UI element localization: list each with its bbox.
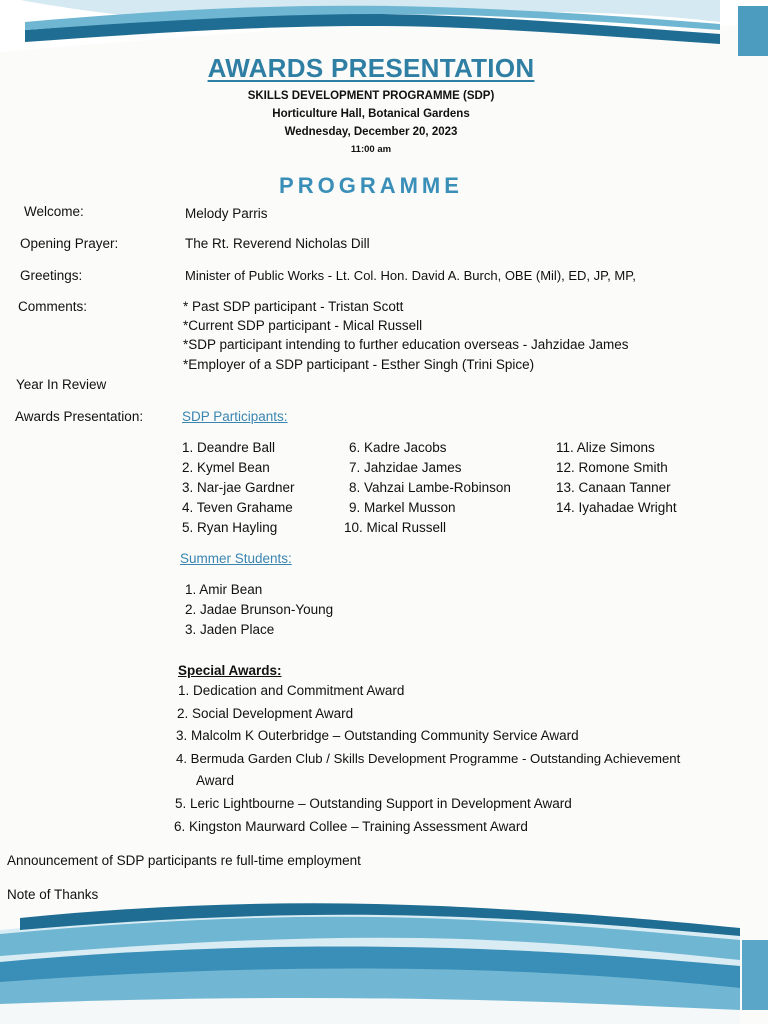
welcome-label: Welcome:	[24, 204, 84, 219]
year-review-label: Year In Review	[16, 377, 107, 392]
list-item: 10. Mical Russell	[344, 520, 447, 535]
bottom-wave-decoration	[0, 900, 768, 1024]
list-item: 3. Jaden Place	[185, 622, 275, 637]
special-awards-heading: Special Awards:	[178, 663, 282, 678]
comment-line: * Past SDP participant - Tristan Scott	[183, 299, 404, 314]
list-item: 11. Alize Simons	[556, 440, 655, 455]
note-of-thanks: Note of Thanks	[7, 887, 99, 902]
list-item: 7. Jahzidae James	[349, 460, 462, 475]
list-item: 9. Markel Musson	[349, 500, 456, 515]
top-wave-decoration	[0, 0, 768, 60]
list-item: Award	[196, 773, 235, 788]
program-name: SKILLS DEVELOPMENT PROGRAMME (SDP)	[247, 90, 495, 102]
comment-line: *SDP participant intending to further education overseas - Jahzidae James	[183, 337, 629, 352]
list-item: 2. Kymel Bean	[182, 460, 270, 475]
list-item: 12. Romone Smith	[556, 460, 668, 475]
list-item: 8. Vahzai Lambe-Robinson	[349, 480, 511, 495]
prayer-label: Opening Prayer:	[20, 236, 119, 251]
list-item: 2. Jadae Brunson-Young	[185, 602, 334, 617]
venue: Horticulture Hall, Botanical Gardens	[272, 108, 470, 120]
list-item: 1. Dedication and Commitment Award	[178, 683, 405, 698]
list-item: 3. Malcolm K Outerbridge – Outstanding Community Service Award	[176, 728, 579, 743]
awards-label: Awards Presentation:	[15, 409, 144, 424]
comments-label: Comments:	[18, 299, 88, 314]
list-item: 6. Kadre Jacobs	[349, 440, 447, 455]
summer-students-heading: Summer Students:	[180, 551, 292, 566]
list-item: 5. Ryan Hayling	[182, 520, 278, 535]
list-item: 14. Iyahadae Wright	[556, 500, 677, 515]
greetings-value: Minister of Public Works - Lt. Col. Hon. David A. Burch, OBE (Mil), ED, JP, MP,	[185, 268, 636, 283]
event-time: 11:00 am	[350, 144, 392, 155]
list-item: 2. Social Development Award	[177, 706, 354, 721]
list-item: 4. Bermuda Garden Club / Skills Development Programme - Outstanding Achievement	[176, 751, 681, 766]
list-item: 5. Leric Lightbourne – Outstanding Support in Development Award	[175, 796, 572, 811]
welcome-value: Melody Parris	[185, 206, 268, 221]
event-date: Wednesday, December 20, 2023	[284, 126, 458, 138]
prayer-value: The Rt. Reverend Nicholas Dill	[185, 236, 370, 251]
list-item: 1. Deandre Ball	[182, 440, 276, 455]
list-item: 3. Nar-jae Gardner	[182, 480, 295, 495]
comment-line: *Employer of a SDP participant - Esther Singh (Trini Spice)	[183, 357, 535, 372]
list-item: 4. Teven Grahame	[182, 500, 293, 515]
list-item: 13. Canaan Tanner	[556, 480, 671, 495]
page-title: AWARDS PRESENTATION	[207, 53, 535, 83]
greetings-label: Greetings:	[20, 268, 83, 283]
programme-heading: PROGRAMME	[279, 173, 463, 198]
comment-line: *Current SDP participant - Mical Russell	[183, 318, 423, 333]
sdp-participants-heading: SDP Participants:	[182, 409, 288, 424]
list-item: 1. Amir Bean	[185, 582, 263, 597]
list-item: 6. Kingston Maurward Collee – Training Assessment Award	[174, 819, 528, 834]
announcement: Announcement of SDP participants re full-time employment	[7, 853, 361, 868]
